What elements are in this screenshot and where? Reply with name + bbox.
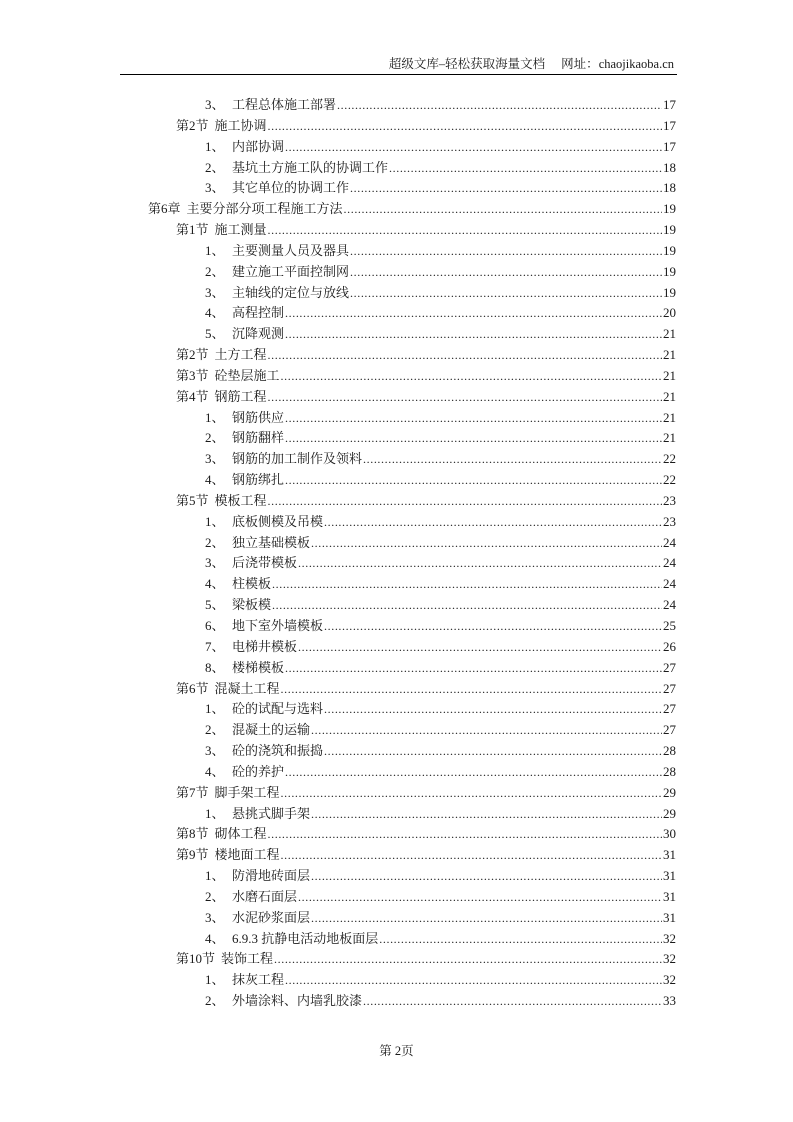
- toc-entry[interactable]: [205, 929, 676, 949]
- toc-entry-page: 20: [663, 305, 676, 321]
- dot-leader: [268, 824, 662, 844]
- toc-entry[interactable]: [205, 262, 676, 282]
- dot-leader: [324, 512, 662, 532]
- toc-entry-number: 3、: [205, 180, 225, 196]
- dot-leader: [285, 470, 662, 490]
- dot-leader: [285, 970, 662, 990]
- toc-entry[interactable]: [205, 283, 676, 303]
- toc-entry-number: 第1节: [176, 222, 209, 238]
- toc-entry[interactable]: [205, 804, 676, 824]
- dot-leader: [324, 741, 662, 761]
- toc-entry[interactable]: [205, 637, 676, 657]
- toc-entry-page: 21: [663, 326, 676, 342]
- toc-entry[interactable]: [176, 783, 676, 803]
- dot-leader: [285, 762, 662, 782]
- dot-leader: [268, 387, 662, 407]
- toc-entry-number: 4、: [205, 763, 225, 779]
- dot-leader: [379, 929, 662, 949]
- toc-entry-page: 19: [663, 201, 676, 217]
- toc-entry-page: 17: [663, 97, 676, 112]
- dot-leader: [268, 491, 662, 511]
- toc-entry-number: 3、: [205, 909, 225, 925]
- toc-entry-number: 1、: [205, 138, 225, 154]
- toc-entry-page: 18: [663, 159, 676, 175]
- toc-entry-number: 1、: [205, 513, 225, 529]
- toc-entry-page: 31: [663, 909, 676, 925]
- toc-entry-page: 21: [663, 430, 676, 446]
- toc-entry-page: 30: [663, 826, 676, 842]
- toc-entry[interactable]: [176, 116, 676, 136]
- toc-entry-number: 1、: [205, 805, 225, 821]
- toc-entry-title: 基坑土方施工队的协调工作: [232, 159, 389, 175]
- toc-entry-title: 砼的养护: [232, 763, 285, 779]
- toc-entry-number: 1、: [205, 409, 225, 425]
- toc-entry-title: 模板工程: [214, 492, 267, 508]
- toc-entry-title: 脚手架工程: [214, 784, 280, 800]
- toc-entry-page: 27: [663, 722, 676, 738]
- toc-entry-number: 6、: [205, 618, 225, 633]
- toc-entry-title: 主要分部分项工程施工方法: [186, 201, 343, 217]
- dot-leader: [350, 262, 662, 282]
- toc-entry-title: 钢筋的加工制作及领料: [232, 451, 363, 467]
- toc-entry-number: 4、: [205, 576, 225, 592]
- toc-entry-number: 2、: [205, 159, 225, 175]
- toc-entry-page: 19: [663, 284, 676, 300]
- dot-leader: [268, 116, 662, 136]
- toc-entry[interactable]: [205, 95, 676, 115]
- toc-entry-title: 钢筋供应: [232, 409, 285, 425]
- toc-entry[interactable]: [205, 178, 676, 198]
- dot-leader: [285, 658, 662, 678]
- toc-entry[interactable]: [205, 241, 676, 261]
- dot-leader: [350, 178, 662, 198]
- dot-leader: [285, 428, 662, 448]
- toc-entry-page: 21: [663, 388, 676, 404]
- toc-entry-number: 5、: [205, 326, 225, 342]
- toc-entry-title: 混凝土的运输: [232, 722, 311, 738]
- toc-entry-title: 楼地面工程: [214, 847, 280, 863]
- toc-entry-page: 27: [663, 680, 676, 696]
- toc-entry-number: 第2节: [176, 117, 209, 133]
- header-url-label: 网址：: [561, 57, 599, 71]
- toc-entry-title: 砼的试配与选料: [232, 701, 324, 717]
- toc-entry-page: 21: [663, 367, 676, 383]
- dot-leader: [350, 283, 662, 303]
- dot-leader: [324, 616, 662, 636]
- toc-entry[interactable]: [205, 908, 676, 928]
- toc-entry-page: 27: [663, 659, 676, 675]
- toc-entry-title: 地下室外墙模板: [232, 618, 324, 633]
- toc-entry-title: 施工测量: [214, 222, 267, 238]
- toc-entry-number: 第8节: [176, 826, 209, 842]
- dot-leader: [389, 158, 662, 178]
- toc-entry-page: 31: [663, 888, 676, 904]
- toc-entry-number: 2、: [205, 993, 225, 1009]
- dot-leader: [298, 887, 662, 907]
- toc-entry-number: 7、: [205, 638, 225, 654]
- toc-entry[interactable]: [176, 949, 676, 969]
- toc-entry-title: 柱模板: [232, 576, 272, 592]
- dot-leader: [337, 95, 662, 115]
- toc-entry-number: 3、: [205, 743, 225, 759]
- dot-leader: [311, 804, 662, 824]
- toc-entry-page: 27: [663, 701, 676, 717]
- toc-entry[interactable]: [205, 574, 676, 594]
- toc-entry-page: 24: [663, 555, 676, 571]
- toc-entry-page: 29: [663, 784, 676, 800]
- toc-entry-page: 17: [663, 138, 676, 154]
- toc-entry[interactable]: [176, 366, 676, 386]
- dot-leader: [285, 303, 662, 323]
- toc-entry[interactable]: [205, 658, 676, 678]
- toc-entry-page: 22: [663, 451, 676, 467]
- toc-entry-number: 2、: [205, 722, 225, 738]
- toc-entry-page: 23: [663, 513, 676, 529]
- page-header: [120, 56, 677, 75]
- dot-leader: [298, 637, 662, 657]
- toc-entry-title: 主轴线的定位与放线: [232, 284, 350, 300]
- toc-entry-number: 2、: [205, 263, 225, 279]
- toc-entry[interactable]: [205, 428, 676, 448]
- toc-entry-page: 33: [663, 993, 676, 1009]
- toc-entry[interactable]: [205, 991, 676, 1011]
- toc-entry-title: 电梯井模板: [232, 638, 298, 654]
- toc-entry-number: 8、: [205, 659, 225, 675]
- dot-leader: [363, 991, 662, 1011]
- toc-entry[interactable]: [176, 679, 676, 699]
- toc-entry-page: 24: [663, 597, 676, 613]
- toc-entry-number: 3、: [205, 284, 225, 300]
- dot-leader: [281, 845, 662, 865]
- toc-entry-number: 2、: [205, 888, 225, 904]
- toc-entry-number: 1、: [205, 701, 225, 717]
- toc-entry-title: 土方工程: [214, 347, 267, 363]
- toc-entry-number: 3、: [205, 97, 225, 112]
- dot-leader: [281, 783, 662, 803]
- toc-entry-page: 29: [663, 805, 676, 821]
- toc-entry-title: 钢筋翻样: [232, 430, 285, 446]
- dot-leader: [272, 595, 662, 615]
- dot-leader: [311, 720, 662, 740]
- toc-entry-number: 5、: [205, 597, 225, 613]
- toc-entry-title: 6.9.3 抗静电活动地板面层: [232, 930, 379, 946]
- toc-entry[interactable]: [205, 699, 676, 719]
- toc-entry[interactable]: [176, 220, 676, 240]
- toc-entry-number: 3、: [205, 555, 225, 571]
- toc-entry-page: 24: [663, 534, 676, 550]
- toc-entry[interactable]: [205, 553, 676, 573]
- toc-entry-title: 底板侧模及吊模: [232, 513, 324, 529]
- toc-entry-number: 第10节: [176, 951, 216, 967]
- toc-entry[interactable]: [176, 824, 676, 844]
- toc-entry[interactable]: [205, 616, 676, 636]
- toc-entry-title: 施工协调: [214, 117, 267, 133]
- dot-leader: [311, 908, 662, 928]
- dot-leader: [363, 449, 662, 469]
- toc-entry[interactable]: [205, 512, 676, 532]
- dot-leader: [268, 220, 662, 240]
- toc-entry-number: 3、: [205, 451, 225, 467]
- toc-entry[interactable]: [176, 387, 676, 407]
- toc-entry[interactable]: [205, 533, 676, 553]
- toc-entry[interactable]: [205, 137, 676, 157]
- toc-entry-number: 4、: [205, 930, 225, 946]
- toc-entry-number: 第9节: [176, 847, 209, 863]
- toc-entry-page: 31: [663, 868, 676, 884]
- toc-entry-title: 后浇带模板: [232, 555, 298, 571]
- toc-entry-page: 23: [663, 492, 676, 508]
- toc-entry-number: 第2节: [176, 347, 209, 363]
- toc-entry-number: 4、: [205, 472, 225, 488]
- toc-entry-page: 22: [663, 472, 676, 488]
- toc-entry[interactable]: [205, 158, 676, 178]
- page-number: 第 2页: [379, 1044, 414, 1058]
- toc-entry-page: 32: [663, 951, 676, 967]
- toc-entry-page: 19: [663, 263, 676, 279]
- toc-entry-title: 水泥砂浆面层: [232, 909, 311, 925]
- toc-entry-title: 楼梯模板: [232, 659, 285, 675]
- toc-entry-title: 抹灰工程: [232, 972, 285, 988]
- toc-entry-number: 1、: [205, 242, 225, 258]
- toc-entry[interactable]: [148, 199, 676, 219]
- toc-entry[interactable]: [205, 303, 676, 323]
- dot-leader: [311, 533, 662, 553]
- toc-entry[interactable]: [176, 491, 676, 511]
- toc-entry-title: 工程总体施工部署: [232, 97, 337, 112]
- toc-entry[interactable]: [205, 595, 676, 615]
- dot-leader: [350, 241, 662, 261]
- toc-entry-page: 19: [663, 222, 676, 238]
- header-site-name: 超级文库–轻松获取海量文档: [388, 57, 546, 71]
- toc-entry-title: 防滑地砖面层: [232, 868, 311, 884]
- toc-entry-title: 砼的浇筑和振捣: [232, 743, 324, 759]
- toc-entry[interactable]: [205, 470, 676, 490]
- dot-leader: [324, 699, 662, 719]
- toc-entry-title: 钢筋绑扎: [232, 472, 285, 488]
- toc-entry-number: 2、: [205, 534, 225, 550]
- dot-leader: [272, 574, 662, 594]
- toc-entry-page: 28: [663, 763, 676, 779]
- toc-entry-page: 32: [663, 930, 676, 946]
- toc-entry[interactable]: [176, 345, 676, 365]
- toc-entry-title: 高程控制: [232, 305, 285, 321]
- dot-leader: [285, 324, 662, 344]
- toc-entry-number: 第4节: [176, 388, 209, 404]
- dot-leader: [285, 408, 662, 428]
- toc-entry-page: 21: [663, 409, 676, 425]
- toc-entry-number: 第5节: [176, 492, 209, 508]
- toc-entry-title: 独立基础模板: [232, 534, 311, 550]
- toc-entry-title: 砼垫层施工: [214, 367, 280, 383]
- toc-entry-number: 4、: [205, 305, 225, 321]
- toc-entry-title: 主要测量人员及器具: [232, 242, 350, 258]
- toc-entry-page: 19: [663, 242, 676, 258]
- toc-entry-number: 第6章: [148, 201, 181, 217]
- toc-entry-title: 悬挑式脚手架: [232, 805, 311, 821]
- toc-entry[interactable]: [205, 970, 676, 990]
- toc-entry-page: 17: [663, 117, 676, 133]
- toc-entry-title: 内部协调: [232, 138, 285, 154]
- toc-entry-number: 1、: [205, 868, 225, 884]
- dot-leader: [268, 345, 662, 365]
- toc-entry-page: 32: [663, 972, 676, 988]
- toc-entry-page: 26: [663, 638, 676, 654]
- toc-entry-title: 混凝土工程: [214, 680, 280, 696]
- toc-entry-title: 建立施工平面控制网: [232, 263, 350, 279]
- toc-entry-title: 梁板模: [232, 597, 272, 613]
- toc-entry-number: 第7节: [176, 784, 209, 800]
- toc-entry-page: 18: [663, 180, 676, 196]
- toc-entry-title: 水磨石面层: [232, 888, 298, 904]
- dot-leader: [281, 366, 662, 386]
- header-url[interactable]: chaojikaoba.cn: [598, 57, 674, 71]
- toc-entry[interactable]: [205, 324, 676, 344]
- toc-entry[interactable]: [205, 408, 676, 428]
- toc-entry[interactable]: [205, 866, 676, 886]
- dot-leader: [344, 199, 662, 219]
- dot-leader: [298, 553, 662, 573]
- toc-entry-title: 砌体工程: [214, 826, 267, 842]
- dot-leader: [285, 137, 662, 157]
- toc-entry-number: 1、: [205, 972, 225, 988]
- toc-entry[interactable]: [205, 887, 676, 907]
- toc-entry[interactable]: [205, 762, 676, 782]
- toc-entry-page: 21: [663, 347, 676, 363]
- toc-entry[interactable]: [205, 449, 676, 469]
- header-text: [389, 56, 674, 72]
- toc-entry-title: 沉降观测: [232, 326, 285, 342]
- toc-entry-number: 第3节: [176, 367, 209, 383]
- dot-leader: [281, 679, 662, 699]
- dot-leader: [311, 866, 662, 886]
- toc-entry-page: 25: [663, 618, 676, 633]
- toc-entry-page: 31: [663, 847, 676, 863]
- toc-entry-title: 其它单位的协调工作: [232, 180, 350, 196]
- toc-entry[interactable]: [205, 741, 676, 761]
- toc-entry-page: 24: [663, 576, 676, 592]
- toc-entry[interactable]: [176, 845, 676, 865]
- toc-entry-title: 钢筋工程: [214, 388, 267, 404]
- dot-leader: [274, 949, 662, 969]
- toc-entry-number: 第6节: [176, 680, 209, 696]
- toc-entry[interactable]: [205, 720, 676, 740]
- toc-entry-number: 2、: [205, 430, 225, 446]
- toc-entry-page: 28: [663, 743, 676, 759]
- toc-entry-title: 外墙涂料、内墙乳胶漆: [232, 993, 363, 1009]
- toc-entry-title: 装饰工程: [221, 951, 274, 967]
